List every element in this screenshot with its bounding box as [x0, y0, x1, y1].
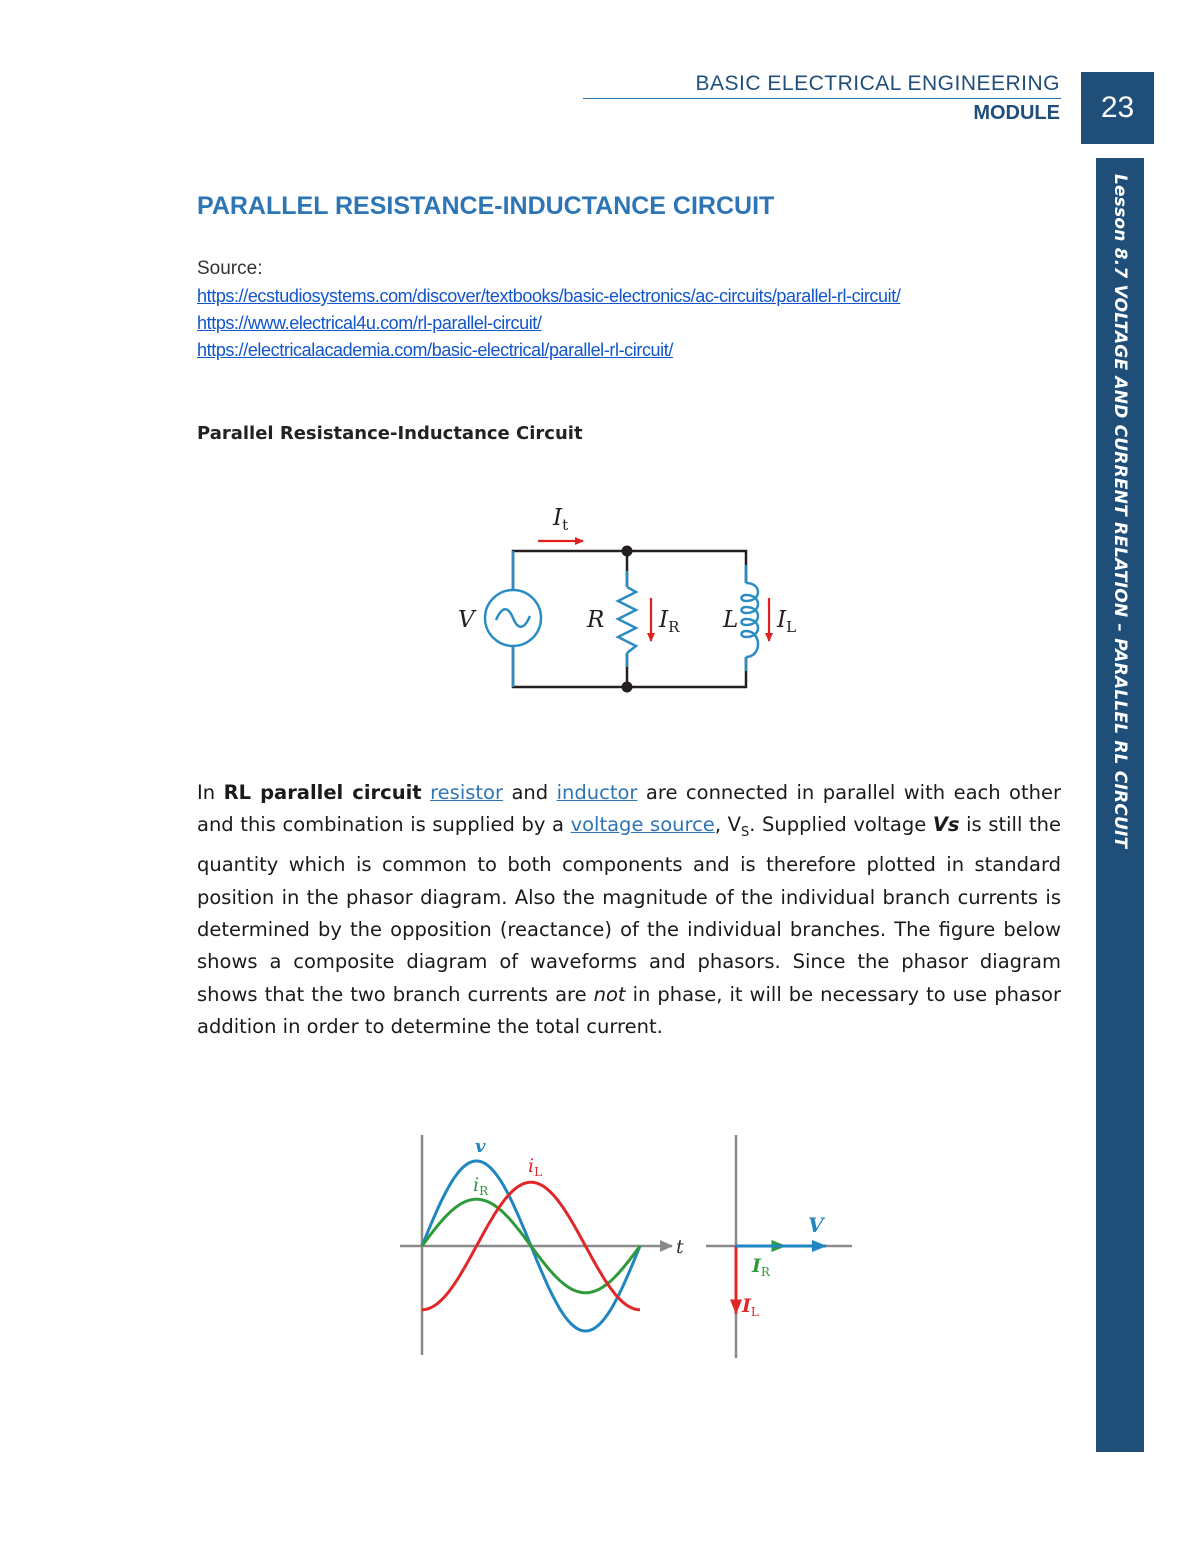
- inductor-link[interactable]: inductor: [556, 781, 638, 804]
- resistor-label: R: [587, 607, 605, 633]
- parallel-rl-circuit-diagram: [440, 495, 820, 700]
- phasor-label-v: V: [808, 1213, 824, 1237]
- ac-source-symbol: [485, 551, 541, 687]
- page-number-box: [1081, 72, 1154, 144]
- voltage-source-link[interactable]: voltage source: [570, 813, 715, 837]
- bottom-junction-node: [622, 682, 633, 693]
- waveform-diagram: [395, 1130, 695, 1360]
- waveform-label-t: t: [676, 1236, 684, 1258]
- lesson-title-text: Lesson 8.7 VOLTAGE AND CURRENT RELATION – PARALLEL RL CIRCUIT: [1110, 174, 1130, 849]
- voltage-label: V: [458, 607, 475, 633]
- waveform-label-il: $i_L$: [528, 1155, 543, 1179]
- resistor-current-label: $I_R$: [659, 607, 680, 636]
- header-subtitle: MODULE: [973, 102, 1060, 124]
- phasor-label-il: $I_L$: [742, 1295, 759, 1319]
- source-link-electricalacademia[interactable]: https://electricalacademia.com/basic-electrical/parallel-rl-circuit/: [197, 340, 673, 360]
- section-subheading: Parallel Resistance-Inductance Circuit: [197, 423, 583, 444]
- header-title: BASIC ELECTRICAL ENGINEERING: [695, 72, 1060, 95]
- source-label: Source:: [197, 258, 263, 279]
- body-paragraph: In RL parallel circuit resistor and inductor are connected in parallel with each other and this combination is supplied by a voltage source, $V_S$. Supplied voltage Vs is still the quantity which is common to both components and is therefore plotted in standard position in the phasor diagram. Also the magnitude of the individual branch currents is determined by the opposition (reactance) of the individual branches. The figure below shows a composite diagram of waveforms and phasors. Since the phasor diagram shows that the two branch currents are not in phase, it will be necessary to use phasor addition in order to determine the total current.: [197, 781, 1062, 1038]
- phasor-diagram: [700, 1130, 860, 1360]
- top-junction-node: [622, 546, 633, 557]
- inductor-symbol: [742, 565, 759, 671]
- source-link-electrical4u[interactable]: https://www.electrical4u.com/rl-parallel-circuit/: [197, 313, 542, 333]
- resistor-link[interactable]: resistor: [430, 781, 503, 804]
- total-current-label: $I_t$: [553, 505, 569, 534]
- inductor-label: L: [723, 607, 739, 633]
- page-number: 23: [1100, 91, 1135, 124]
- inductor-current-label: $I_L$: [777, 607, 797, 636]
- resistor-symbol: [618, 571, 636, 667]
- circuit-wires: [513, 551, 746, 687]
- source-link-ecstudiosystems[interactable]: https://ecstudiosystems.com/discover/textbooks/basic-electronics/ac-circuits/parallel-rl-circuit/: [197, 286, 901, 306]
- waveform-label-v: v: [475, 1136, 486, 1157]
- phasor-label-ir: $I_R$: [752, 1255, 770, 1279]
- waveform-label-ir: $i_R$: [473, 1174, 489, 1198]
- header-rule: [583, 98, 1061, 99]
- page-heading: PARALLEL RESISTANCE-INDUCTANCE CIRCUIT: [197, 192, 775, 220]
